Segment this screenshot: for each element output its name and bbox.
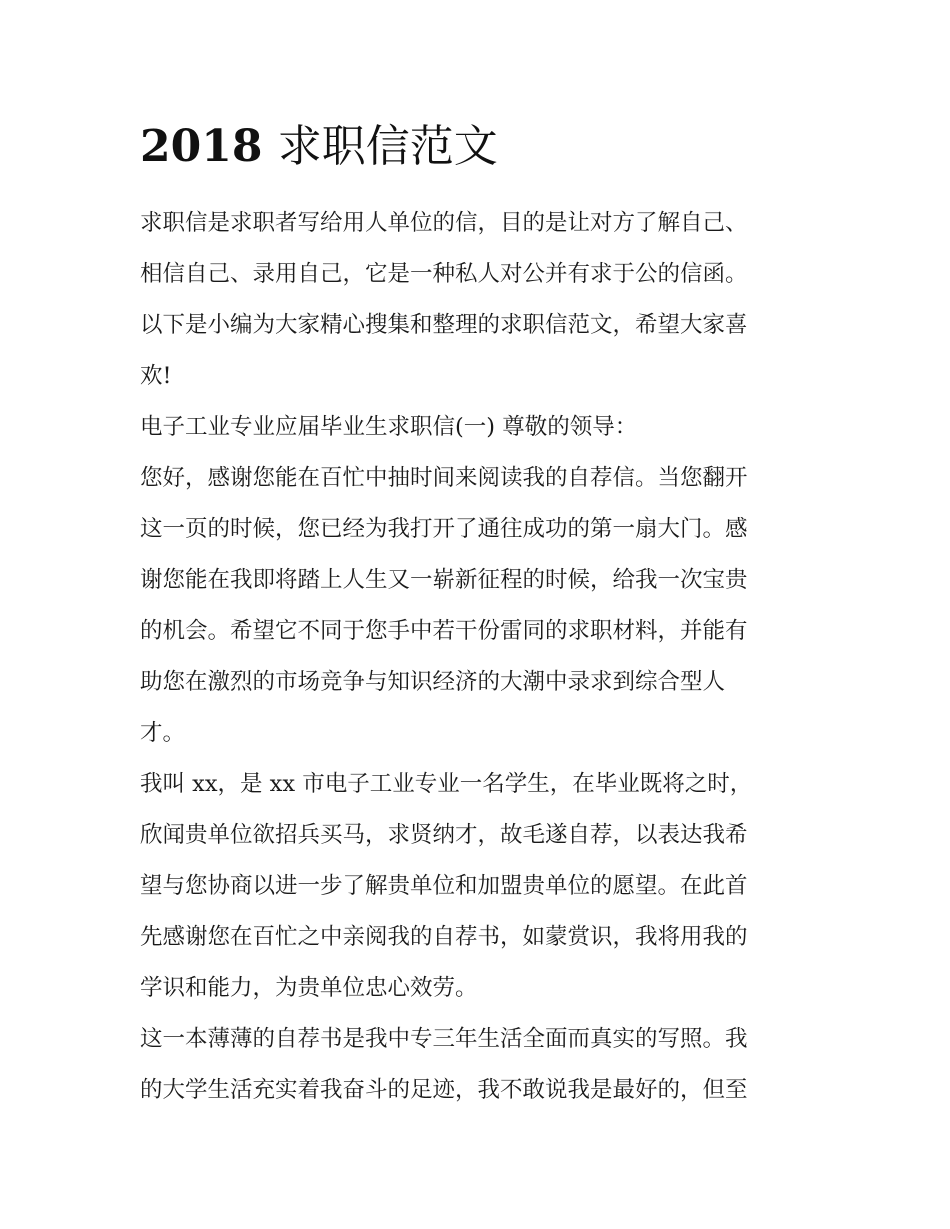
- body-line: 您好，感谢您能在百忙中抽时间来阅读我的自荐信。当您翻开: [140, 465, 748, 491]
- body-line: 的大学生活充实着我奋斗的足迹，我不敢说我是最好的，但至: [140, 1077, 748, 1103]
- title-year: 2018: [140, 121, 263, 172]
- body-line: 以下是小编为大家精心搜集和整理的求职信范文，希望大家喜: [140, 312, 748, 338]
- body-line: 欢!: [140, 363, 172, 389]
- body-line: 相信自己、录用自己，它是一种私人对公并有求于公的信函。: [140, 261, 748, 287]
- body-line: 学识和能力，为贵单位忠心效劳。: [140, 975, 478, 1001]
- body-line: 才。: [140, 720, 186, 746]
- body-line: 谢您能在我即将踏上人生又一崭新征程的时候，给我一次宝贵: [140, 567, 748, 593]
- document-title: [140, 118, 498, 176]
- body-line: 我叫 xx，是 xx 市电子工业专业一名学生，在毕业既将之时，: [140, 771, 753, 797]
- title-text: 求职信范文: [277, 121, 498, 172]
- body-line: 的机会。希望它不同于您手中若干份雷同的求职材料，并能有: [140, 618, 748, 644]
- body-line: 这一本薄薄的自荐书是我中专三年生活全面而真实的写照。我: [140, 1026, 748, 1052]
- body-line: 欣闻贵单位欲招兵买马，求贤纳才，故毛遂自荐，以表达我希: [140, 822, 748, 848]
- document-body: [140, 198, 820, 1116]
- body-line: 这一页的时候，您已经为我打开了通往成功的第一扇大门。感: [140, 516, 748, 542]
- body-line: 望与您协商以进一步了解贵单位和加盟贵单位的愿望。在此首: [140, 873, 748, 899]
- body-line: 求职信是求职者写给用人单位的信，目的是让对方了解自己、: [140, 210, 748, 236]
- body-line: 先感谢您在百忙之中亲阅我的自荐书，如蒙赏识，我将用我的: [140, 924, 748, 950]
- section-heading-line: 电子工业专业应届毕业生求职信(一) 尊敬的领导：: [140, 414, 638, 440]
- body-line: 助您在激烈的市场竞争与知识经济的大潮中录求到综合型人: [140, 669, 726, 695]
